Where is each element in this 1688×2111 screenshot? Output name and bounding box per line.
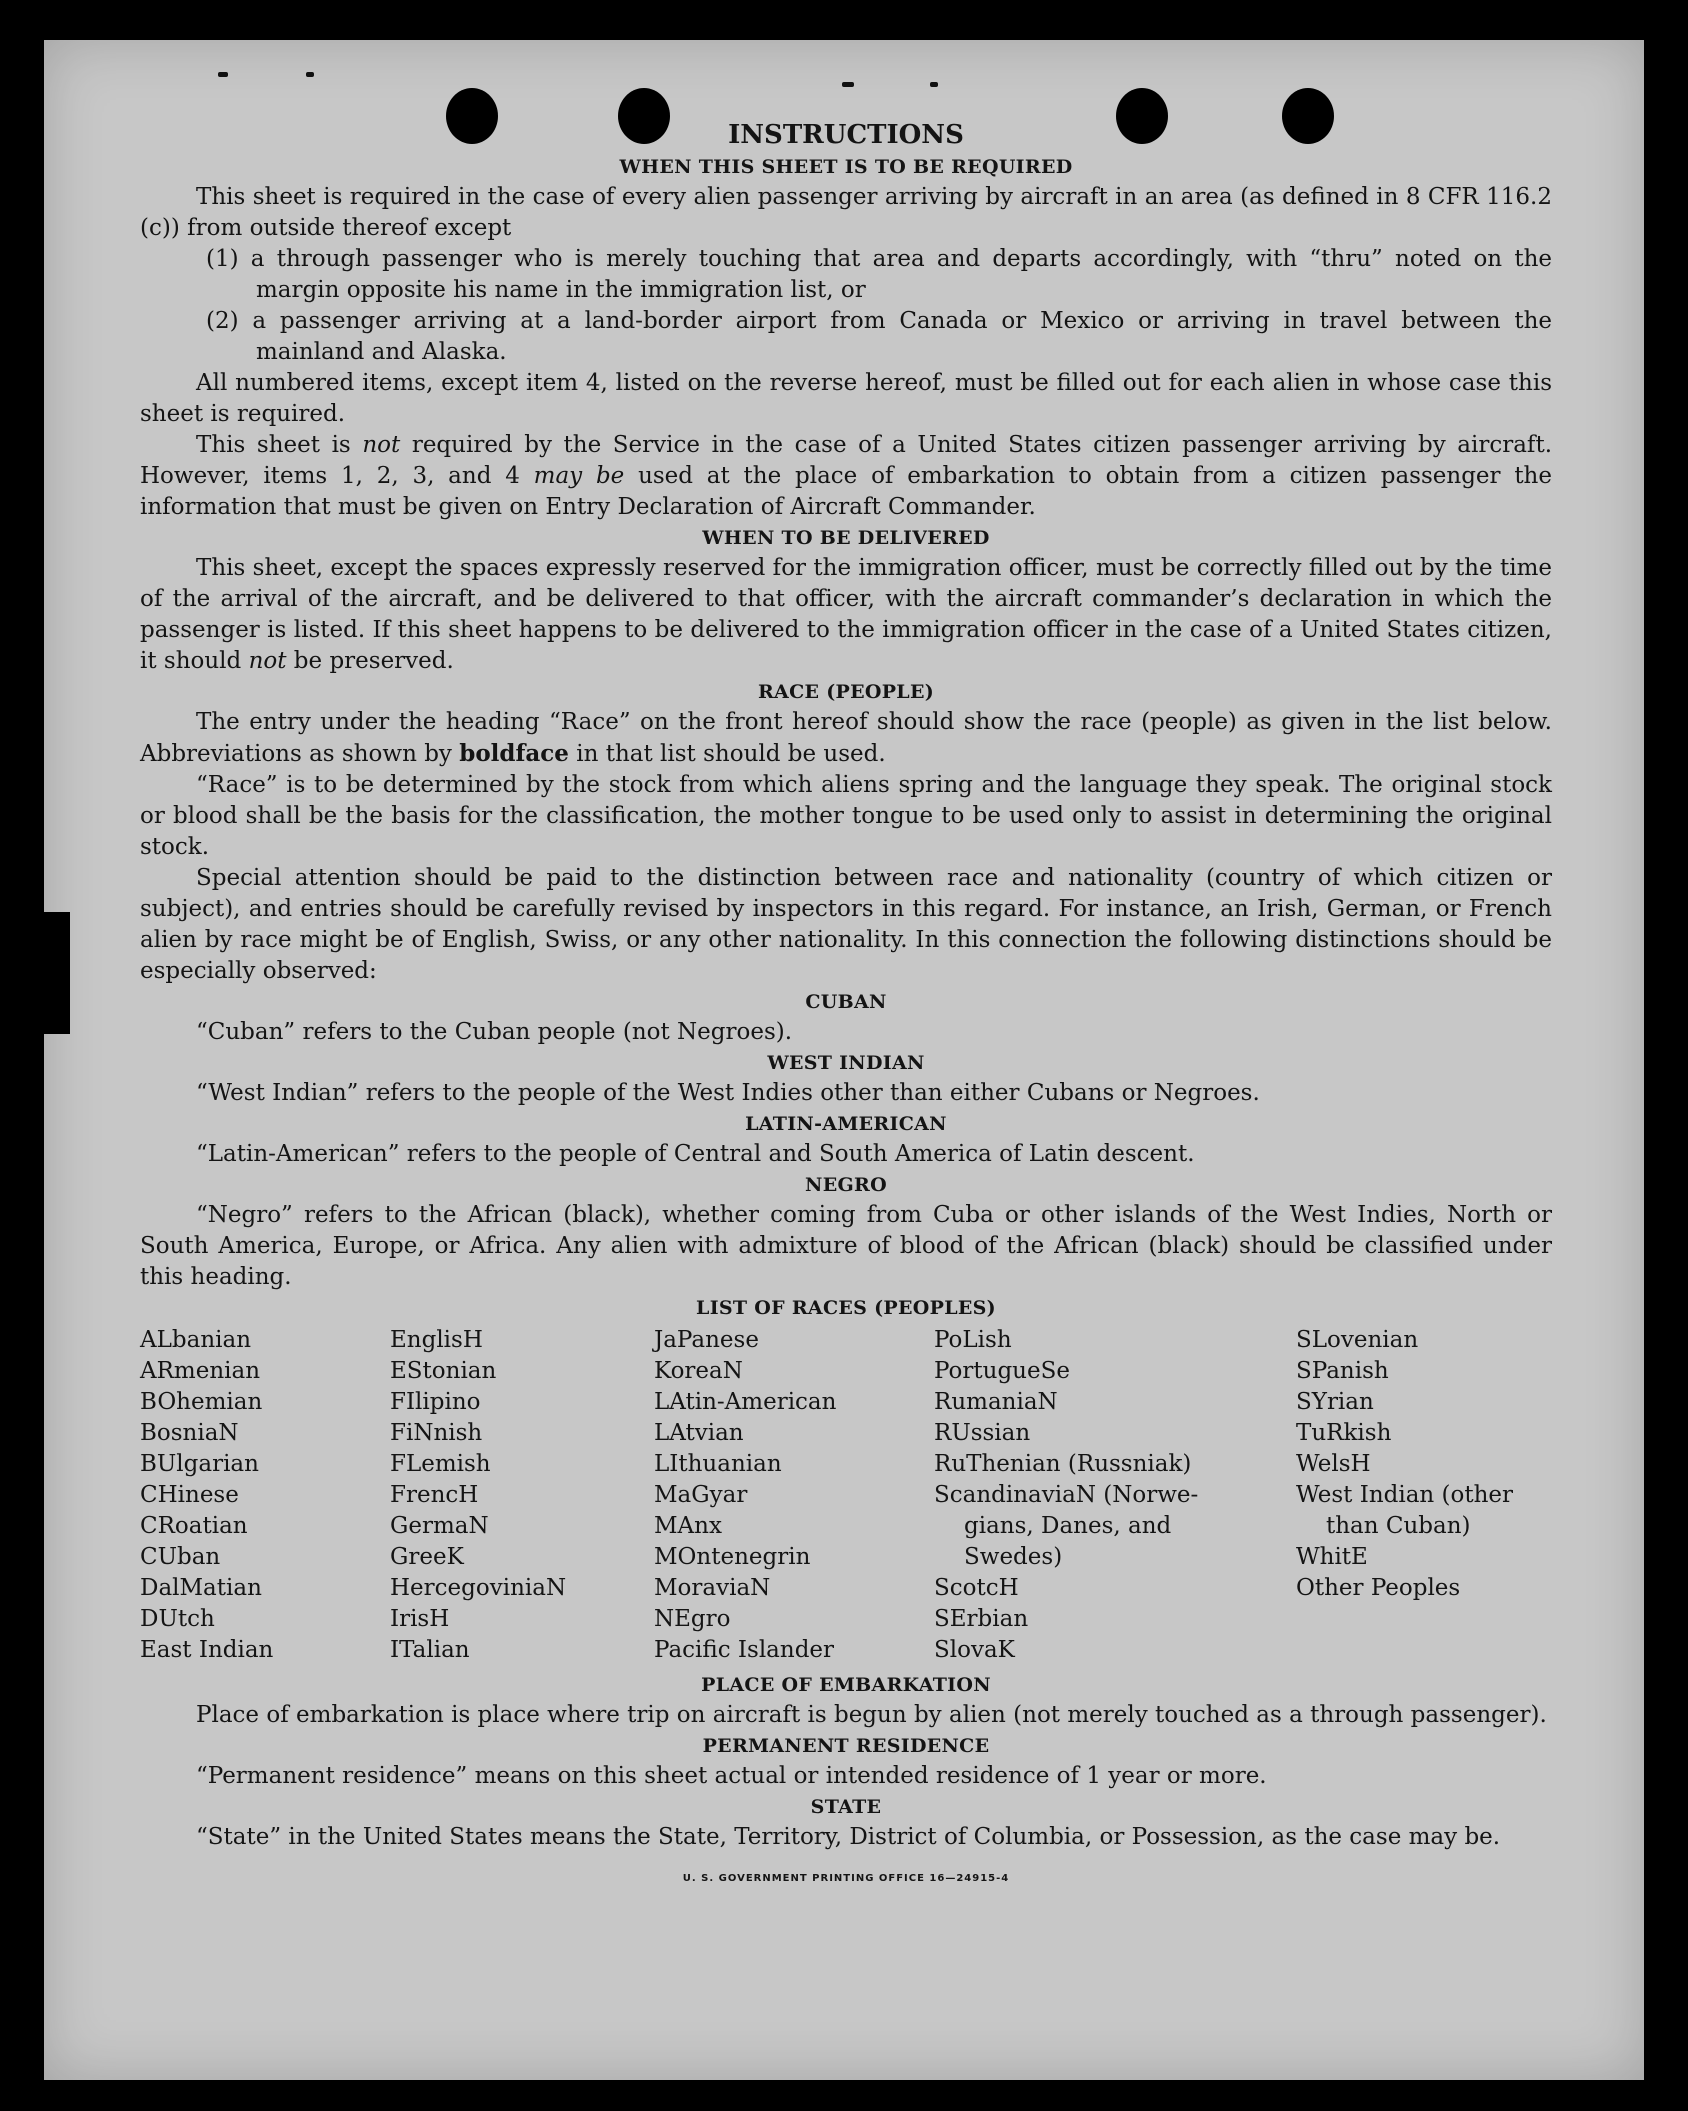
race-entry: ALbanian bbox=[140, 1327, 252, 1353]
paragraph: “Negro” refers to the African (black), whether coming from Cuba or other islands of the West Indies, North or South America, Europe, or Africa. Any alien with admixture of blood of the African (black) should be classified under this heading. bbox=[140, 1202, 1552, 1290]
paragraph: “Permanent residence” means on this sheet actual or intended residence of 1 year or more. bbox=[196, 1763, 1267, 1789]
heading-cuban: CUBAN bbox=[805, 991, 887, 1013]
exception-item-1: (1) a through passenger who is merely touching that area and departs accordingly, with “thru” noted on the margin opposite his name in the immigration list, or bbox=[206, 246, 1552, 303]
paragraph: This sheet is required in the case of every alien passenger arriving by aircraft in an area (as defined in 8 CFR 116.2 (c)) from outside thereof except bbox=[140, 184, 1552, 241]
race-entry: HercegoviniaN bbox=[390, 1575, 567, 1601]
race-entry: West Indian (other bbox=[1296, 1482, 1514, 1508]
race-entry: SlovaK bbox=[934, 1637, 1015, 1663]
race-entry: SErbian bbox=[934, 1606, 1029, 1632]
race-entry: SYrian bbox=[1296, 1389, 1374, 1415]
race-entry: BosniaN bbox=[140, 1420, 239, 1446]
heading-embarkation: PLACE OF EMBARKATION bbox=[701, 1674, 991, 1696]
page-title: INSTRUCTIONS bbox=[728, 120, 964, 150]
paragraph: “Race” is to be determined by the stock from which aliens spring and the language they speak. The original stock or blood shall be the basis for the classification, the mother tongue to be used only to assist in determining the original stock. bbox=[140, 772, 1552, 860]
paragraph: Place of embarkation is place where trip on aircraft is begun by alien (not merely touched as a through passenger). bbox=[196, 1702, 1547, 1728]
race-entry: RumaniaN bbox=[934, 1389, 1058, 1415]
heading-required: WHEN THIS SHEET IS TO BE REQUIRED bbox=[619, 156, 1073, 178]
text-run: The entry under the heading “Race” on the front hereof should show the race (people) as given in the list below. Abbreviations as shown by bbox=[140, 709, 1552, 767]
heading-race: RACE (PEOPLE) bbox=[757, 681, 935, 703]
heading-races-list: LIST OF RACES (PEOPLES) bbox=[696, 1297, 996, 1319]
heading-residence: PERMANENT RESIDENCE bbox=[702, 1735, 990, 1757]
race-entry: East Indian bbox=[140, 1637, 274, 1663]
paragraph bbox=[140, 430, 1552, 523]
race-entry: DUtch bbox=[140, 1606, 215, 1632]
race-entry: gians, Danes, and bbox=[964, 1513, 1172, 1539]
bold-text: boldface bbox=[459, 740, 569, 767]
race-entry: TuRkish bbox=[1296, 1420, 1392, 1446]
race-entry: LIthuanian bbox=[654, 1451, 782, 1477]
race-entry: Pacific Islander bbox=[654, 1637, 835, 1663]
race-entry: LAtvian bbox=[654, 1420, 744, 1446]
paragraph: “State” in the United States means the State, Territory, District of Columbia, or Possession, as the case may be. bbox=[196, 1824, 1501, 1850]
race-entry: Other Peoples bbox=[1296, 1575, 1461, 1601]
race-entry: GermaN bbox=[390, 1513, 489, 1539]
text-run: used at the place of embarkation to obtain from a citizen passenger the information that must be given on Entry Declaration of Aircraft Commander. bbox=[140, 463, 1552, 520]
text-run: required by the Service in the case of a United States citizen passenger arriving by aircraft. However, items 1, 2, 3, and 4 bbox=[140, 432, 1553, 489]
emphasis-text: not bbox=[248, 648, 287, 674]
race-entry: ARmenian bbox=[140, 1358, 261, 1384]
race-entry: RuThenian (Russniak) bbox=[934, 1451, 1192, 1477]
paragraph: “Cuban” refers to the Cuban people (not Negroes). bbox=[196, 1019, 793, 1045]
race-entry: MAnx bbox=[654, 1513, 722, 1539]
scan-speck bbox=[218, 72, 228, 77]
heading-negro: NEGRO bbox=[805, 1174, 887, 1196]
edge-tab-mark bbox=[44, 912, 70, 1034]
race-entry: NEgro bbox=[654, 1606, 731, 1632]
race-entry: PortugueSe bbox=[934, 1358, 1070, 1384]
text-run: be preserved. bbox=[286, 648, 454, 674]
scan-speck bbox=[842, 82, 854, 87]
emphasis-text: may be bbox=[533, 463, 625, 489]
races-column bbox=[390, 1325, 654, 1666]
paragraph bbox=[140, 553, 1552, 677]
text-run: in that list should be used. bbox=[568, 741, 886, 767]
paragraph bbox=[140, 707, 1552, 770]
race-entry: BUlgarian bbox=[140, 1451, 259, 1477]
race-entry: MoraviaN bbox=[654, 1575, 771, 1601]
text-run: This sheet, except the spaces expressly reserved for the immigration officer, must be correctly filled out by the time of the arrival of the aircraft, and be delivered to that officer, with the aircraft commander’s declaration in which the passenger is listed. If this sheet happens to be delivered to the immigration officer in the case of a United States citizen, it should bbox=[140, 555, 1552, 674]
race-entry: BOhemian bbox=[140, 1389, 263, 1415]
race-entry: FLemish bbox=[390, 1451, 491, 1477]
race-entry: JaPanese bbox=[654, 1327, 759, 1353]
race-entry: IrisH bbox=[390, 1606, 450, 1632]
race-entry: FrencH bbox=[390, 1482, 479, 1508]
race-entry: EStonian bbox=[390, 1358, 497, 1384]
race-entry: WhitE bbox=[1296, 1544, 1368, 1570]
race-entry: WelsH bbox=[1296, 1451, 1371, 1477]
race-entry: SPanish bbox=[1296, 1358, 1389, 1384]
race-entry: EnglisH bbox=[390, 1327, 483, 1353]
race-entry: ITalian bbox=[390, 1637, 470, 1663]
race-entry: MaGyar bbox=[654, 1482, 748, 1508]
race-entry: PoLish bbox=[934, 1327, 1012, 1353]
race-entry: GreeK bbox=[390, 1544, 464, 1570]
paragraph: “Latin-American” refers to the people of Central and South America of Latin descent. bbox=[196, 1141, 1195, 1167]
races-column bbox=[140, 1325, 390, 1666]
race-entry: CHinese bbox=[140, 1482, 239, 1508]
heading-delivered: WHEN TO BE DELIVERED bbox=[702, 527, 990, 549]
race-entry: SLovenian bbox=[1296, 1327, 1419, 1353]
races-column bbox=[654, 1325, 934, 1666]
race-entry: ScotcH bbox=[934, 1575, 1019, 1601]
race-entry: MOntenegrin bbox=[654, 1544, 811, 1570]
race-entry: KoreaN bbox=[654, 1358, 743, 1384]
races-list bbox=[140, 1325, 1552, 1666]
emphasis-text: not bbox=[362, 432, 401, 458]
heading-latin-american: LATIN-AMERICAN bbox=[745, 1113, 947, 1135]
paragraph: “West Indian” refers to the people of the West Indies other than either Cubans or Negroes. bbox=[196, 1080, 1260, 1106]
text-run: This sheet is bbox=[196, 432, 363, 458]
heading-west-indian: WEST INDIAN bbox=[767, 1052, 925, 1074]
races-column bbox=[1296, 1325, 1552, 1666]
race-entry: FiNnish bbox=[390, 1420, 483, 1446]
heading-state: STATE bbox=[810, 1796, 882, 1818]
races-column bbox=[934, 1325, 1296, 1666]
race-entry: FIlipino bbox=[390, 1389, 481, 1415]
race-entry: ScandinaviaN (Norwe- bbox=[934, 1482, 1199, 1508]
race-entry: Swedes) bbox=[964, 1544, 1063, 1570]
race-entry: CUban bbox=[140, 1544, 221, 1570]
race-entry: DalMatian bbox=[140, 1575, 262, 1601]
scan-speck bbox=[930, 82, 938, 87]
scan-speck bbox=[306, 72, 314, 77]
paragraph: Special attention should be paid to the distinction between race and nationality (country of which citizen or subject), and entries should be carefully revised by inspectors in this regard. For instance, an Irish, German, or French alien by race might be of English, Swiss, or any other nationality. In this connection the following distinctions should be especially observed: bbox=[140, 865, 1552, 984]
exception-item-2: (2) a passenger arriving at a land-border airport from Canada or Mexico or arriving in travel between the mainland and Alaska. bbox=[206, 308, 1552, 365]
printer-imprint: U. S. GOVERNMENT PRINTING OFFICE 16—24915-4 bbox=[682, 1873, 1010, 1884]
race-entry: CRoatian bbox=[140, 1513, 248, 1539]
instructions-content bbox=[140, 118, 1552, 1904]
race-entry: LAtin-American bbox=[654, 1389, 837, 1415]
race-entry: than Cuban) bbox=[1326, 1513, 1471, 1539]
race-entry: RUssian bbox=[934, 1420, 1031, 1446]
paragraph: All numbered items, except item 4, listed on the reverse hereof, must be filled out for each alien in whose case this sheet is required. bbox=[140, 370, 1552, 427]
